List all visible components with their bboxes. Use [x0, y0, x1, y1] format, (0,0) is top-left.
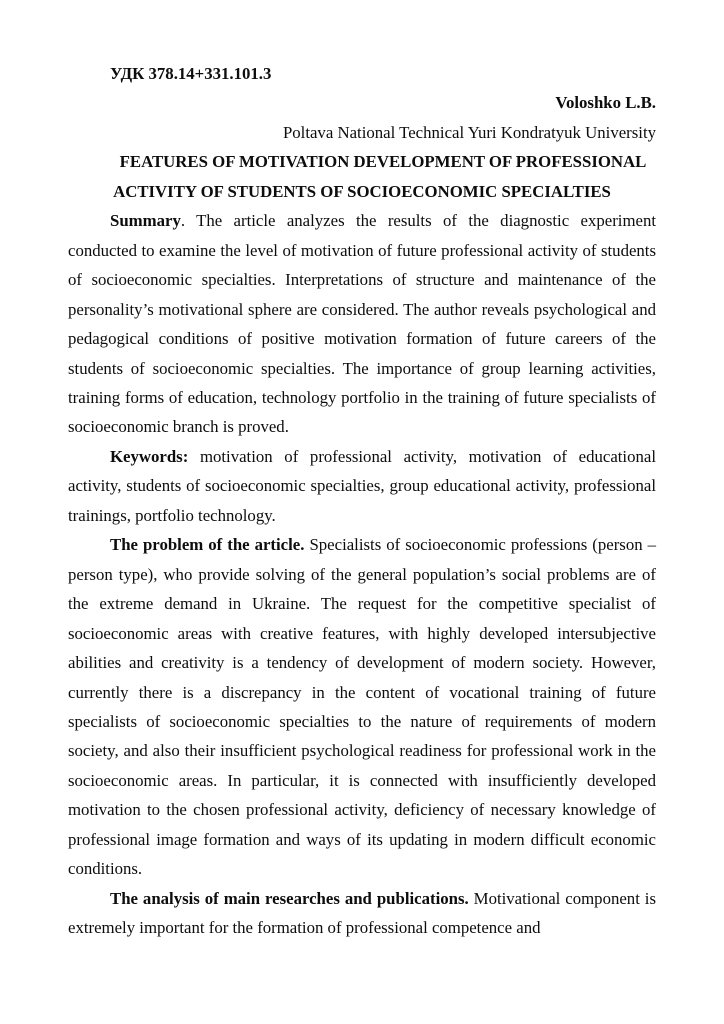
- keywords-label: Keywords:: [110, 446, 189, 466]
- article-title: FEATURES OF MOTIVATION DEVELOPMENT OF PROFESSIONAL ACTIVITY OF STUDENTS OF SOCIOECONOMIC SPECIALTIES: [113, 152, 647, 201]
- author-name: Voloshko L.B.: [555, 93, 656, 113]
- analysis-label: The analysis of main researches and publications.: [110, 888, 469, 908]
- summary-paragraph: [68, 206, 656, 442]
- analysis-paragraph: [68, 884, 656, 943]
- summary-text: . The article analyzes the results of the diagnostic experiment conducted to examine the level of motivation of future professional activity of students of socioeconomic specialties. Interpretations of structure and maintenance of the personality’s motivational sphere are considered. The author reveals psychological and pedagogical conditions of positive motivation formation of future careers of the students of socioeconomic specialties. The importance of group learning activities, training forms of education, technology portfolio in the training of future specialists of socioeconomic branch is proved.: [68, 211, 656, 437]
- summary-label: Summary: [110, 211, 181, 231]
- udc-number: УДК 378.14+331.101.3: [110, 64, 272, 83]
- keywords-text: motivation of professional activity, motivation of educational activity, students of socioeconomic specialties, group educational activity, professional trainings, portfolio technology.: [68, 446, 656, 525]
- keywords-paragraph: [68, 442, 656, 530]
- problem-text: Specialists of socioeconomic professions (person – person type), who provide solving of the general population’s social problems are of the extreme demand in Ukraine. The request for the competitive specialist of socioeconomic areas with creative features, with highly developed intersubjective abilities and creativity is a tendency of development of modern society. However, currently there is a discrepancy in the content of vocational training of future specialists of socioeconomic specialties to the nature of requirements of modern society, and also their insufficient psychological readiness for professional work in the socioeconomic areas. In particular, it is connected with insufficiently developed motivation to the chosen professional activity, deficiency of necessary knowledge of professional image formation and ways of its updating in modern difficult economic conditions.: [68, 535, 656, 879]
- author-affiliation: Poltava National Technical Yuri Kondratyuk University: [282, 122, 656, 142]
- problem-label: The problem of the article.: [110, 535, 305, 555]
- problem-paragraph: [68, 530, 656, 883]
- analysis-text: Motivational component is extremely important for the formation of professional competence and: [68, 888, 656, 938]
- article-text-block: [68, 59, 656, 943]
